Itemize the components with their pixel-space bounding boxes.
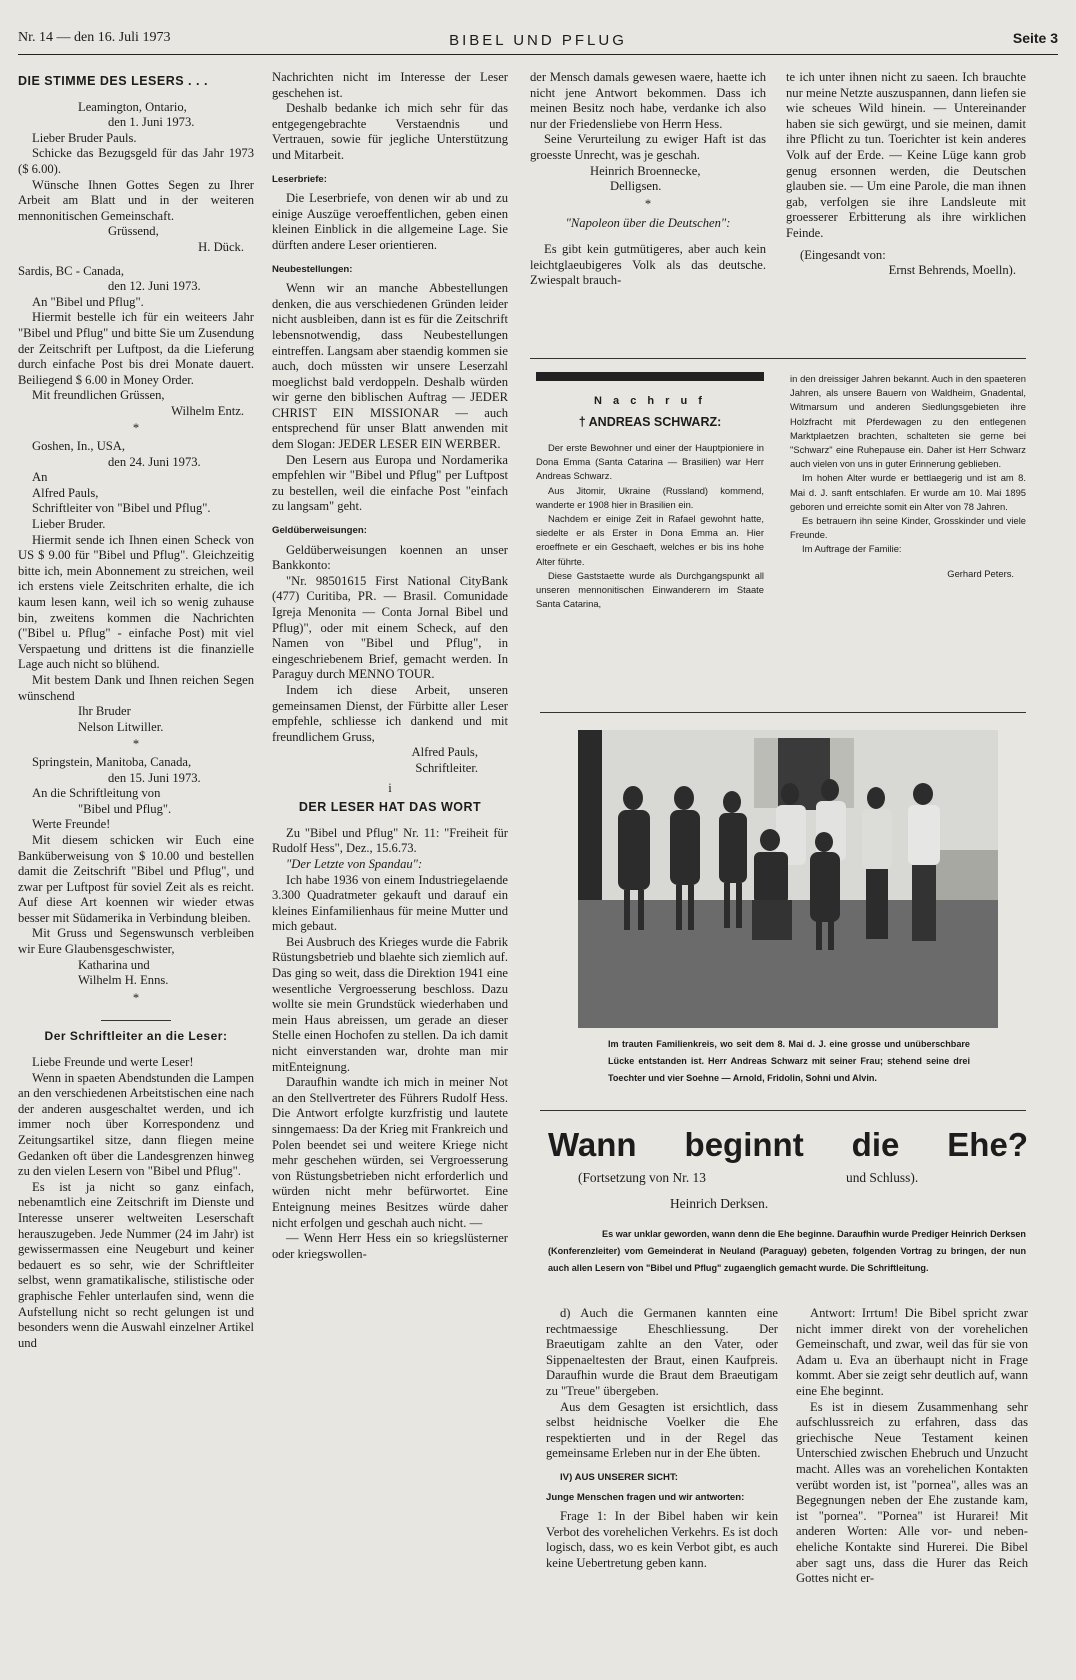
obituary-right [790,372,1026,702]
article-author: Heinrich Derksen. [670,1196,769,1211]
photo-caption: Im trauten Familienkreis, wo seit dem 8. Mai d. J. eine grosse und unüberschbare Lücke entstanden ist. Herr Andreas Schwarz mit seiner Frau; stehend seine drei Toechter und vier Soehne — Arnold, Fridolin, Sohni und Alvin. [608,1039,970,1083]
letter-text: Mit bestem Dank und Ihnen reichen Segen wünschend [18,672,254,703]
editor-text: Es ist ja nicht so ganz einfach, nebenamtlich eine Zeitschrift im Dienste und Interesse unserer weltweiten Leserschaft herauszugeben. Jede Nummer (24 im Jahr) ist gewissermassen eine Neugeburt und keiner bedauert es so sehr, wie der Schriftleiter selbst, wenn gramatikalische, stilistische oder graphische Fehler unterlaufen sind, wenn die Aufstellung nicht so recht gelungen ist und besonders wenn die Auswahl einzelner Artikel und [18,1179,254,1350]
letter-text: der Mensch damals gewesen waere, haette ich nicht jene Antwort bekommen. Dass ich meinen Besitz noch habe, verdanke ich also nur der Friedensliebe von Herrn Hess. [530,70,766,131]
letter-recipient: Schriftleiter von "Bibel und Pflug". [32,501,211,516]
masthead [18,28,1058,55]
obituary-text: Nachdem er einige Zeit in Rafael gewohnt hatte, siedelte er als Erster in Dona Emma an. Hier eroeffnete er ein Geschaeft, welches er bis ins hohe Alter führte. [536,513,764,567]
letter-place: Goshen, In., USA, [32,439,126,454]
obituary-name: † ANDREAS SCHWARZ: [578,415,722,429]
editor-text: Geldüberweisungen koennen an unser Bankkonto: [272,542,508,573]
newspaper-title: BIBEL UND PFLUG [449,32,627,49]
letter-recipient: "Bibel und Pflug". [78,801,172,816]
letter-text: Schicke das Bezugsgeld für das Jahr 1973 ($ 6.00). [18,146,254,176]
letter-signature: Katharina und [78,957,150,972]
editor-text: Den Lesern aus Europa und Nordamerika empfehlen wir "Bibel und Pflug" per Luftpost zu bestellen, weil die einfache Post "einfach zu langsam" geht. [272,452,508,514]
article-question: Frage 1: In der Bibel haben wir kein Verbot des vorehelichen Verkehrs. Es ist doch logisch, dass, wo es kein Verbot gibt, es auch keine Uebertretung geben kann. [546,1509,778,1570]
editor-signature: Alfred Pauls, [411,745,478,760]
article-answer: Antwort: Irrtum! Die Bibel spricht zwar nicht immer direkt von der vorehelichen Gemeinschaft, und zwar, weil das für sie von Adam u. Eva an überhaupt nicht in Frage kommt. Aber sie zeigt sehr deutlich auf, wann eine Ehe beginnt. [796,1306,1028,1398]
section-heading-readers: DIE STIMME DES LESERS . . . [18,74,208,88]
letter-date: den 1. Juni 1973. [108,115,195,130]
obituary-title: N a c h r u f [594,395,706,407]
separator-star: * [132,421,140,436]
editor-text: Deshalb bedanke ich mich sehr für das entgegengebrachte Verstaendnis und Vertrauen, sowie für jegliche Unterstützung und Mitarbeit. [272,101,508,162]
article-answer: Es ist in diesem Zusammenhang sehr aufschlussreich zu erfahren, dass das griechische Neue Testament keinen Unterschied zwischen Ehebruch und Unzucht macht. Alles was an vorehelichen Kontakten verübt worden ist, ist "pornea", alles was an Begegnungen neben der Ehe zustande kam, ist "pornea". "Pornea" ist Hurarei! Mit anderen Worten: Alle vor- und neben-eheliche Kontakte sind Hurerei. Die Bibel aber sagt uns, dass die Hurer das Reich Gottes nicht er- [796,1399,1028,1586]
article-title-word: Wann [548,1126,637,1163]
article-title [548,1126,1028,1164]
article-subheading: IV) AUS UNSERER SICHT: [560,1471,678,1483]
letter-salutation: Lieber Bruder Pauls. [32,130,137,145]
editor-text: Wenn wir an manche Abbestellungen denken, die aus verschiedenen Gründen leider nicht ausbleiben, dann ist es für die Zeitschrift lebensnotwendig, dass Neubestellungen eintreffen. Langsam aber staendig kommen sie auch, doch müssten wir unsere Leserzahl moeglichst bald verdoppeln. Deshalb würden wir gerne den biblischen Auftrag — JEDER CHRIST EIN MISSIONAR — auch entsprechend für unser Blatt anwenden mit dem Slogan: JEDER LESER EIN WERBER. [272,281,508,452]
quote-text: te ich unter ihnen nicht zu saeen. Ich brauchte nur meine Netzte auszuspannen, dann liefen sie wie scheues Wild hinein. — Untereinander haben sie sich gewürgt, und sie meinen, damit ihre Pflicht zu tun. Toerichter ist kein anderes Volk auf der Erde. — Keine Lüge kann grob genug ersonnen werden, die Deutschen glauben sie. — Um eine Parole, die man ihnen gab, verfolgen sie ihre Landsleute mit groesserer Erbitterung als ihre wirklichen Feinde. [786,70,1026,240]
letter-place: Sardis, BC - Canada, [18,263,124,278]
editor-salutation: Liebe Freunde und werte Leser! [32,1055,194,1070]
letter-recipient: Alfred Pauls, [32,485,99,500]
subheading-new-orders: Neubestellungen: [272,263,353,275]
editor-text: Wenn in spaeten Abendstunden die Lampen an den verschiedenen Arbeitstischen eine nach der anderen ausgeschaltet werden, und ich immer noch über Korrespondenz und Zeitungsartikel sitze, dann fliegen meine Gedanken oft über die Landesgrenzen hinweg zu den vielen Lesern von "Bibel und Pflug". [18,1070,254,1179]
obituary-bar [536,372,764,381]
family-photo [578,730,998,1028]
quote-text: Es gibt kein gutmütigeres, aber auch kein leichtglaeubigeres Volk als das deutsche. Zwiespalt brauch- [530,241,766,288]
article-intro: Es war unklar geworden, wann denn die Ehe beginne. Daraufhin wurde Prediger Heinrich Derksen (Konferenzleiter) vom Gemeinderat in Neuland (Paraguay) gebeten, folgenden Vortrag zu bringen, der nun auch allen Lesern von "Bibel und Pflug" zugaenglich gemacht wurde. Die Schriftleitung. [548,1229,1026,1273]
letter-text: — Wenn Herr Hess ein so kriegslüsterner oder kriegswollen- [272,1231,508,1261]
obituary-signature: Gerhard Peters. [947,567,1014,579]
letter-signature: Wilhelm Entz. [171,403,244,418]
continuation-note: (Fortsetzung von Nr. 13 [578,1170,706,1185]
letter-closing: Ihr Bruder [78,704,131,719]
divider [530,358,1026,359]
letter-text: Daraufhin wandte ich mich in meiner Not an den Stellvertreter des Führers Rudolf Hess. Die Antwort erfolgte kurzfristig und lautete sinngemaess: Da der Krieg mit Frankreich und Polen beendet sei und weitere Kriege nicht mehr geschehen würden, sei Vergroesserung von Rüstungsbetrieben nicht erforderlich und würden nicht mehr befürwortet. Eine Enteignung meines Besitzes würde daher nicht erfolgen und geschah auch nicht. — [272,1075,508,1230]
letter-closing: Mit freundlichen Grüssen, [32,388,165,403]
obituary-text: Im Auftrage der Familie: [802,543,902,555]
letter-date: den 15. Juni 1973. [108,770,201,785]
letter-place: Leamington, Ontario, [78,99,187,114]
divider [540,712,1026,713]
issue-date: Nr. 14 — den 16. Juli 1973 [18,30,171,45]
submitter-name: Ernst Behrends, Moelln). [888,263,1016,278]
family-photo-image [578,730,998,1028]
letter-signature: Wilhelm H. Enns. [78,973,169,988]
submitter-label: (Eingesandt von: [800,247,886,262]
letter-text: Hiermit sende ich Ihnen einen Scheck von US $ 9.00 für "Bibel und Pflug". Gleichzeitig bitte ich, mein Abonnement zu streichen, weil ich erstens viele Zeitschriten erhalte, die ich kaum lesen kann, weil ich so wenig zuhause bin, zweitens kommen die Nachrichten ("Bibel u. Pflug" - einfache Post) mit viel Verspaetung und drittens ist die finanzielle Lage auch nicht so blühend. [18,532,254,672]
article-text: Aus dem Gesagten ist ersichtlich, dass selbst heidnische Voelker die Ehe respektierten und in der Regel das gemeinsame Erleben nur in der Ehe übten. [546,1399,778,1461]
letter-text: Wünsche Ihnen Gottes Segen zu Ihrer Arbeit am Blatt und in der weiteren mennonitischen Gemeinschaft. [18,177,254,223]
separator-star: * [132,737,140,752]
letter-text: Seine Verurteilung zu ewiger Haft ist das groesste Unrecht, was je geschah. [530,132,766,162]
letter-signature: Heinrich Broennecke, [590,163,701,178]
letter-text: Hiermit bestelle ich für ein weiteers Jahr "Bibel und Pflug" und bitte Sie um Zusendung der Zeitschrift per Luftpost, da die Lieferung durch einfache Post bis drei Monate dauert. Beiliegend $ 6.00 in Money Order. [18,310,254,387]
quote-title: "Napoleon über die Deutschen": [565,216,731,231]
letter-date: den 24. Juni 1973. [108,454,201,469]
separator-star: * [132,990,140,1005]
letter-closing: Mit Gruss und Segenswunsch verbleiben wir Eure Glaubensgeschwister, [18,926,254,957]
continuation-note-end: und Schluss). [846,1170,919,1185]
obituary-text: in den dreissiger Jahren bekannt. Auch in den spaeteren Jahren, als unsere Bauern von Waldheim, Gnadental, Witmarsum und anderen Siedlungsgebieten ihre Holzfracht mit Pferdewagen zu den entlegenen Marktplaetzen brachten, schalteten sie gerne bei "Schwarz" eine Ruhepause ein. Daher ist Herr Schwarz auch vielen von uns in guter Erinnerung geblieben. [790,373,1026,470]
article-subheading-questions: Junge Menschen fragen und wir antworten: [546,1491,745,1503]
editor-text: Die Leserbriefe, von denen wir ab und zu einige Auszüge veroeffentlichen, geben einen kleinen Einblick in die allgemeine Lage. Sie dürften andere Leser orientieren. [272,191,508,252]
article-column-right [796,1306,1028,1674]
article-text: d) Auch die Germanen kannten eine rechtmaessige Eheschliessung. Der Braeutigam zahlte an den Vater, oder Sippenaeltesten der Braut, einen Kaufpreis. Daraufhin wurde die Braut dem Braeutigam zu "Treue" übergeben. [546,1306,778,1398]
letter-text: Ich habe 1936 von einem Industriegelaende 3.300 Quadratmeter gekauft und darauf ein kleines Einfamilienhaus für meine Mutter und mich gebaut. [272,872,508,934]
subheading-transfers: Geldüberweisungen: [272,525,367,537]
letter-signature: Delligsen. [610,179,662,194]
divider [540,1110,1026,1111]
letter-recipient: An die Schriftleitung von [32,786,161,801]
column-4-upper [786,70,1026,350]
letter-signature: H. Dück. [198,239,244,254]
reference: Zu "Bibel und Pflug" Nr. 11: "Freiheit für Rudolf Hess", Dez., 15.6.73. [272,825,508,856]
subheading-letters: Leserbriefe: [272,173,327,185]
article-title-word: Ehe? [947,1126,1028,1163]
separator-mark: i [388,780,392,795]
obituary-text: Im hohen Alter wurde er bettlaegerig und ist am 8. Mai d. J. sanft entschlafen. Er wurde am 10. Mai 1895 geboren und erreichte somit ein Alter von 78 Jahren. [790,472,1026,512]
column-1 [18,70,254,1670]
editor-text: Nachrichten nicht im Interesse der Leser geschehen ist. [272,70,508,100]
letter-text: Bei Ausbruch des Krieges wurde die Fabrik Rüstungsbetrieb und blaehte sich ziemlich auf. Das ging so weit, dass die Direktion 1941 eine wesentliche Vergroesserung beschloss. Dazu wollte sie mein Grundstück wiederhaben und mein Haus abreissen, um gerade an dieser Stelle einen Hochofen zu stellen. Da ich damit nicht einverstanden war, drohte man mir mitEnteignung. [272,934,508,1074]
obituary-text: Diese Gaststaette wurde als Durchgangspunkt all unseren mennonitischen Einwanderern im Staate Santa Catarina, [536,569,764,610]
letter-title: "Der Letzte von Spandau": [286,856,423,871]
section-heading-reader-word: DER LESER HAT DAS WORT [298,800,482,815]
separator-star: * [644,196,652,211]
article-column-left [546,1306,778,1674]
article-title-word: die [851,1126,900,1163]
letter-salutation: Werte Freunde! [32,817,111,832]
letter-closing: Grüssend, [108,224,159,239]
article-title-word: beginnt [684,1126,804,1163]
page-number: Seite 3 [1012,30,1058,46]
letter-recipient: An [32,470,48,485]
bank-account: "Nr. 98501615 First National CityBank (477) Curitiba, PR. — Brasil. Comunidade Igreja Menonita — Conta Jornal Bibel und Pflug)", oder mit einem Scheck, auf den Namen von "Bibel und Pflug", in eingeschriebenem Brief, gemacht werden. In Paraguy durch MENNO TOUR. [272,573,508,682]
editor-text: Indem ich diese Arbeit, unseren gemeinsamen Dienst, der Fürbitte aller Leser empfehle, schliesse ich dankend und mit freundlichem Gruss, [272,682,508,744]
letter-signature: Nelson Litwiller. [78,719,164,734]
obituary-text: Es betrauern ihn seine Kinder, Grosskinder und viele Freunde. [790,515,1026,541]
editor-heading: Der Schriftleiter an die Leser: [44,1029,228,1044]
editor-signature: Schriftleiter. [415,760,478,775]
column-3-upper [530,70,766,350]
letter-salutation: An "Bibel und Pflug". [32,294,144,309]
obituary-left [536,372,764,700]
column-2 [272,70,508,1670]
obituary-text: Der erste Bewohner und einer der Hauptpioniere in Dona Emma (Santa Catarina — Brasilien) war Herr Andreas Schwarz. [536,442,764,482]
letter-place: Springstein, Manitoba, Canada, [32,754,192,769]
letter-text: Mit diesem schicken wir Euch eine Banküberweisung von $ 10.00 und bestellen damit die Zeitschrift "Bibel und Pflug", und zwar per Luftpost für soviel Zeit als es reicht. Auf diese Art koennen wir wieder etwas besser mit Südamerika in Verbindung bleiben. [18,832,254,925]
obituary-text: Aus Jitomir, Ukraine (Russland) kommend, wanderte er 1908 hier in Brasilien ein. [536,484,764,510]
letter-salutation: Lieber Bruder. [32,517,106,532]
letter-date: den 12. Juni 1973. [108,279,201,294]
